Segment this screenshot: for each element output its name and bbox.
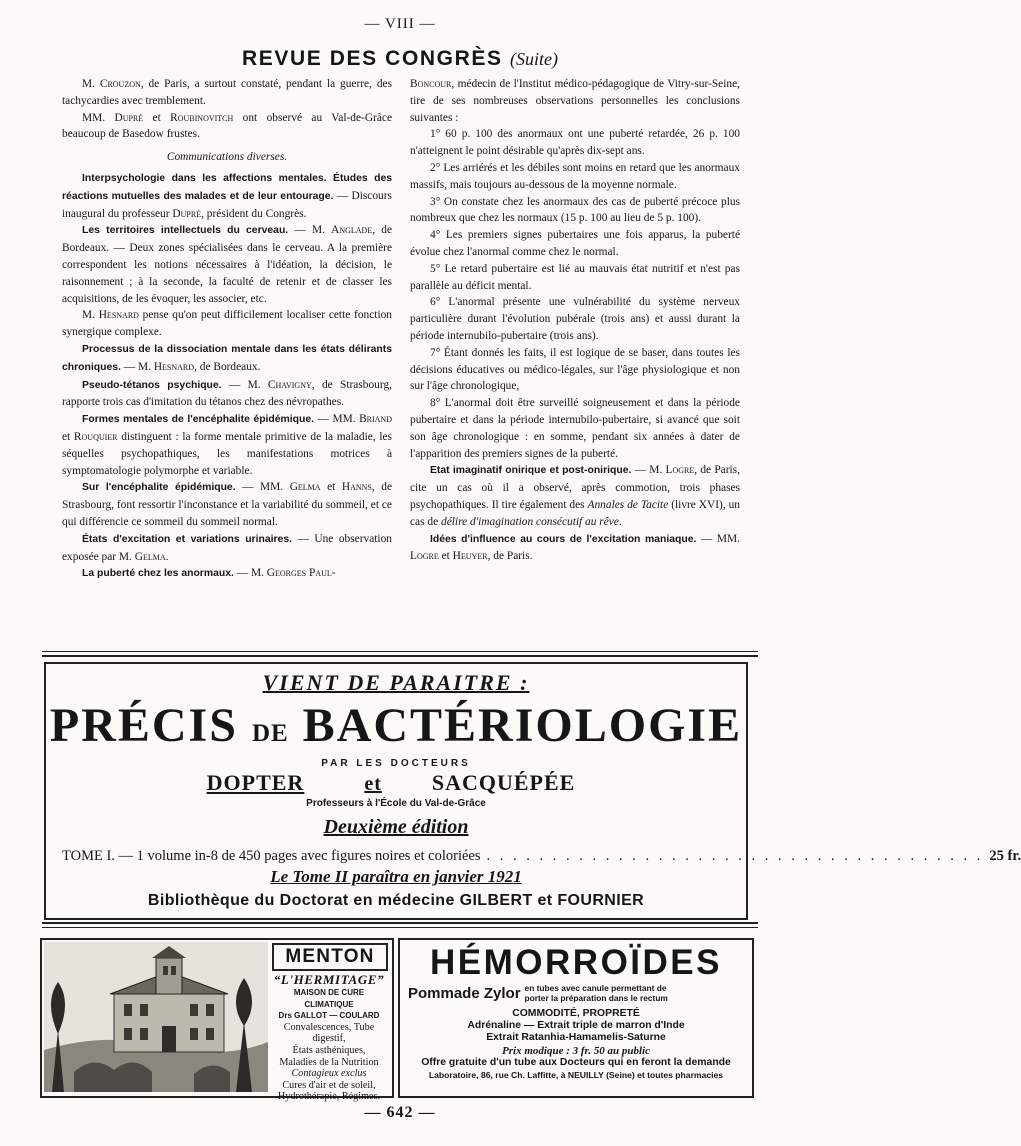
separator-rule-lower-thin <box>42 927 758 928</box>
page-folio: — VIII — <box>364 16 436 32</box>
left-para-5: M. Hesnard pense qu'on peut difficilement localiser cette fonction synergique complexe. <box>62 309 392 339</box>
left-para-9: Sur l'encéphalite épidémique. — MM. Gelma et Hanns, de Strasbourg, font ressortir l'inconstance et la variabilité du sommeil, et ce qui différencie ce sommeil du sommeil normal. <box>62 481 392 528</box>
right-para-10: Etat imaginatif onirique et post-onirique. — M. Logre, de Paris, cite un cas où il a observé, après commotion, trois phases psychopathiques. Il tire également des Annales de Tacite (livre XVI), un cas de délire d'imagination consécutif au rêve. <box>410 464 740 528</box>
right-para-4: 3° On constate chez les anormaux des cas de puberté précoce plus nombreux que chez les normaux (15 p. 100 au lieu de 5 p. 100). <box>410 195 740 225</box>
left-para-2: MM. Dupré et Roubinovitch ont observé au Val-de-Grâce beaucoup de Basedow frustes. <box>62 111 393 141</box>
hemorroides-details <box>404 1008 748 1081</box>
menton-line-3: Maladies de la Nutrition <box>279 1056 379 1068</box>
left-para-3: Interpsychologie dans les affections mentales. Études des réactions mutuelles des malades et de leur entourage. — Discours inaugural du professeur Dupré, président du Congrès. <box>62 172 392 220</box>
prix-line: Prix modique : 3 fr. 50 au public <box>502 1044 650 1057</box>
menton-advertisement <box>40 938 394 1103</box>
book-ad-affiliation: Professeurs à l'École du Val-de-Grâce <box>306 798 486 809</box>
book-advertisement <box>44 662 1021 920</box>
hermitage-name: “L'HERMITAGE” <box>273 972 385 987</box>
left-para-6: Processus de la dissociation mentale dans les états délirants chroniques. — M. Hesnard, de Bordeaux. <box>62 343 392 373</box>
menton-title: MENTON <box>272 943 388 971</box>
running-title <box>0 47 800 71</box>
maison-de-cure: MAISON DE CURE CLIMATIQUE <box>293 988 365 1009</box>
separator-rule <box>42 651 758 652</box>
book-ad-par-les-docteurs: PAR LES DOCTEURS <box>321 758 471 769</box>
adrenaline-line: Adrénaline — Extrait triple de marron d'Inde <box>467 1020 685 1032</box>
hemorroides-advertisement <box>398 938 754 1098</box>
section-subheading: Communications diverses. <box>166 151 288 164</box>
menton-line-6: Hydrothérapie, Régimes. <box>277 1091 381 1103</box>
separator-rule-lower <box>42 922 758 924</box>
right-para-7: 6° L'anormal présente une vulnérabilité du système nerveux particulière durant l'évolution pubérale (trois ans) et aussi durant la période internubilo-pubertaire (trois ans). <box>410 296 740 342</box>
page-number: — 642 — <box>364 1104 436 1121</box>
pommade-zylor: Pommade Zylor <box>408 985 521 1003</box>
menton-details <box>270 972 388 1103</box>
laboratoire-line: Laboratoire, 86, rue Ch. Laffitte, à NEUILLY (Seine) et toutes pharmacies <box>428 1070 724 1081</box>
running-title-text: REVUE DES CONGRÈS <box>241 47 503 70</box>
extrait-line: Extrait Ratanhia-Hamamelis-Saturne <box>486 1032 666 1044</box>
menton-line-5: Cures d'air et de soleil, <box>282 1079 376 1091</box>
running-title-suite: (Suite) <box>510 49 558 69</box>
right-para-3: 2° Les arriérés et les débiles sont moins en retard que les anormaux massifs, mais toujours au-dessous de la moyenne normale. <box>410 161 740 191</box>
zylor-description: en tubes avec canule permettant de porter la préparation dans le rectum <box>524 983 668 1003</box>
right-para-6: 5° Le retard pubertaire est lié au mauvais état nutritif et n'est pas parallèle au déficit mental. <box>410 262 740 292</box>
hemorroides-title: HÉMORROÏDES <box>430 943 722 982</box>
right-para-2: 1° 60 p. 100 des anormaux ont une puberté retardée, 26 p. 100 n'atteignent le point désirable qu'après dix-sept ans. <box>410 128 740 158</box>
menton-doctors: Drs GALLOT — COULARD <box>278 1011 380 1021</box>
book-ad-banner: VIENT DE PARAITRE : <box>262 670 530 695</box>
right-para-8: 7° Étant donnés les faits, il est logique de se baser, dans toutes les décisions éducatives ou médico-légales, sur l'âge physiologique et non sur l'âge chronologique, <box>410 346 740 393</box>
book-ad-title: PRÉCIS DE BACTÉRIOLOGIE <box>49 699 743 752</box>
book-ad-tome-1: TOME I. — 1 volume in-8 de 450 pages avec figures noires et coloriées . . . . . . . . . . . . . . . . . . . . . . . . . . . . . . . . . . . . . . 25 fr. <box>62 848 1021 864</box>
left-para-10: États d'excitation et variations urinaires. — Une observation exposée par M. Gelma. <box>62 532 392 563</box>
right-para-11: Idées d'influence au cours de l'excitation maniaque. — MM. Logre et Heuyer, de Paris. <box>410 532 740 563</box>
menton-line-4: Contagieux exclus <box>291 1068 367 1080</box>
book-ad-authors: DOPTER et SACQUÉPÉE <box>206 770 576 795</box>
left-column <box>62 76 392 644</box>
pommade-zylor-row <box>408 984 746 1003</box>
book-ad-bibliotheque: Bibliothèque du Doctorat en médecine GILBERT et FOURNIER <box>147 892 645 909</box>
left-para-1: M. Crouzon, de Paris, a surtout constaté, pendant la guerre, des tachycardies avec tremblement. <box>62 78 392 107</box>
menton-line-2: États asthéniques, <box>292 1044 366 1056</box>
right-column <box>410 76 740 644</box>
right-para-1: Boncour, médecin de l'Institut médico-pédagogique de Vitry-sur-Seine, tire de ses nombreuses observations personnelles les conclusions suivantes : <box>410 78 740 124</box>
villa-illustration <box>44 942 268 1092</box>
left-para-11: La puberté chez les anormaux. — M. Georges Paul- <box>82 567 336 580</box>
left-para-4: Les territoires intellectuels du cerveau. — M. Anglade, de Bordeaux. — Deux zones spécialisées dans le cerveau. A la première correspondent les notions nécessaires à l'idéation, la décision, le raisonnement ; à la seconde, la faculté de retenir et de classer les acquisitions, de les évoquer, les associer, etc. <box>62 224 392 305</box>
offre-line: Offre gratuite d'un tube aux Docteurs qui en feront la demande <box>421 1056 731 1068</box>
menton-line-1: Convalescences, Tube digestif, <box>283 1021 375 1045</box>
book-ad-tome-2: Le Tome II paraîtra en janvier 1921 <box>270 867 522 886</box>
right-para-5: 4° Les premiers signes pubertaires une fois apparus, la puberté évolue chez l'anormal comme chez le normal. <box>410 229 740 258</box>
left-para-7: Pseudo-tétanos psychique. — M. Chavigny, de Strasbourg, rapporte trois cas d'imitation du tétanos chez des névropathes. <box>62 378 392 409</box>
right-para-9: 8° L'anormal doit être surveillé soigneusement et dans la période pubertaire et dans la période internubilo-pubertaire, si avancé que soit son âge chronologique : en somme, pendant six années à dater de l'apparition des premiers signes de la puberté. <box>410 397 740 460</box>
book-ad-edition: Deuxième édition <box>323 816 469 838</box>
left-para-8: Formes mentales de l'encéphalite épidémique. — MM. Briand et Rouquier distinguent : la forme mentale primitive de la maladie, les séquelles psychopathiques, les manifestations motrices à symptomatologie polymorphe et variable. <box>62 413 392 477</box>
commodite-line: COMMODITÉ, PROPRETÉ <box>512 1008 640 1019</box>
separator-rule-thick <box>42 655 758 657</box>
